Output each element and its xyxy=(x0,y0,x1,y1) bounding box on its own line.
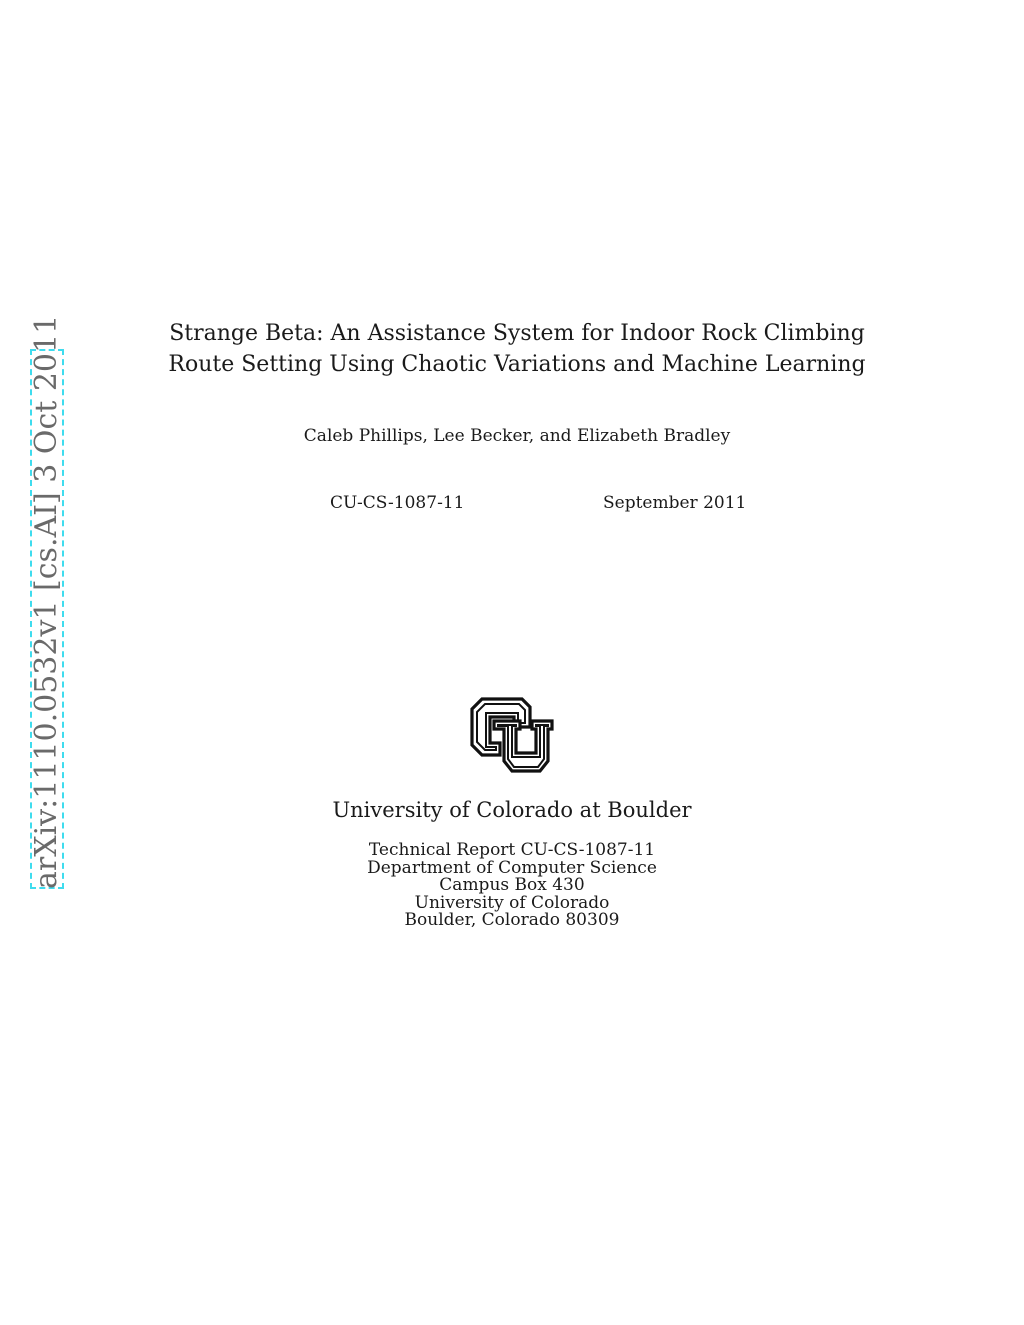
address-line: Department of Computer Science xyxy=(367,857,657,878)
address-line: Boulder, Colorado 80309 xyxy=(404,910,620,931)
paper-title xyxy=(0,318,1024,380)
report-number: CU-CS-1087-11 xyxy=(330,493,465,513)
address-line: Campus Box 430 xyxy=(439,875,585,896)
address-line: University of Colorado xyxy=(414,892,610,913)
title-line-1: Strange Beta: An Assistance System for Indoor Rock Climbing xyxy=(169,321,865,346)
report-address xyxy=(0,842,1024,930)
title-line-2: Route Setting Using Chaotic Variations and Machine Learning xyxy=(168,352,866,377)
university-name: University of Colorado at Boulder xyxy=(332,798,692,822)
report-date: September 2011 xyxy=(603,493,747,513)
cu-logo-icon xyxy=(470,697,554,773)
address-line: Technical Report CU-CS-1087-11 xyxy=(368,840,656,860)
arxiv-stamp: arXiv:1110.0532v1 [cs.AI] 3 Oct 2011 xyxy=(29,314,64,889)
author-list: Caleb Phillips, Lee Becker, and Elizabeth Bradley xyxy=(303,426,731,446)
